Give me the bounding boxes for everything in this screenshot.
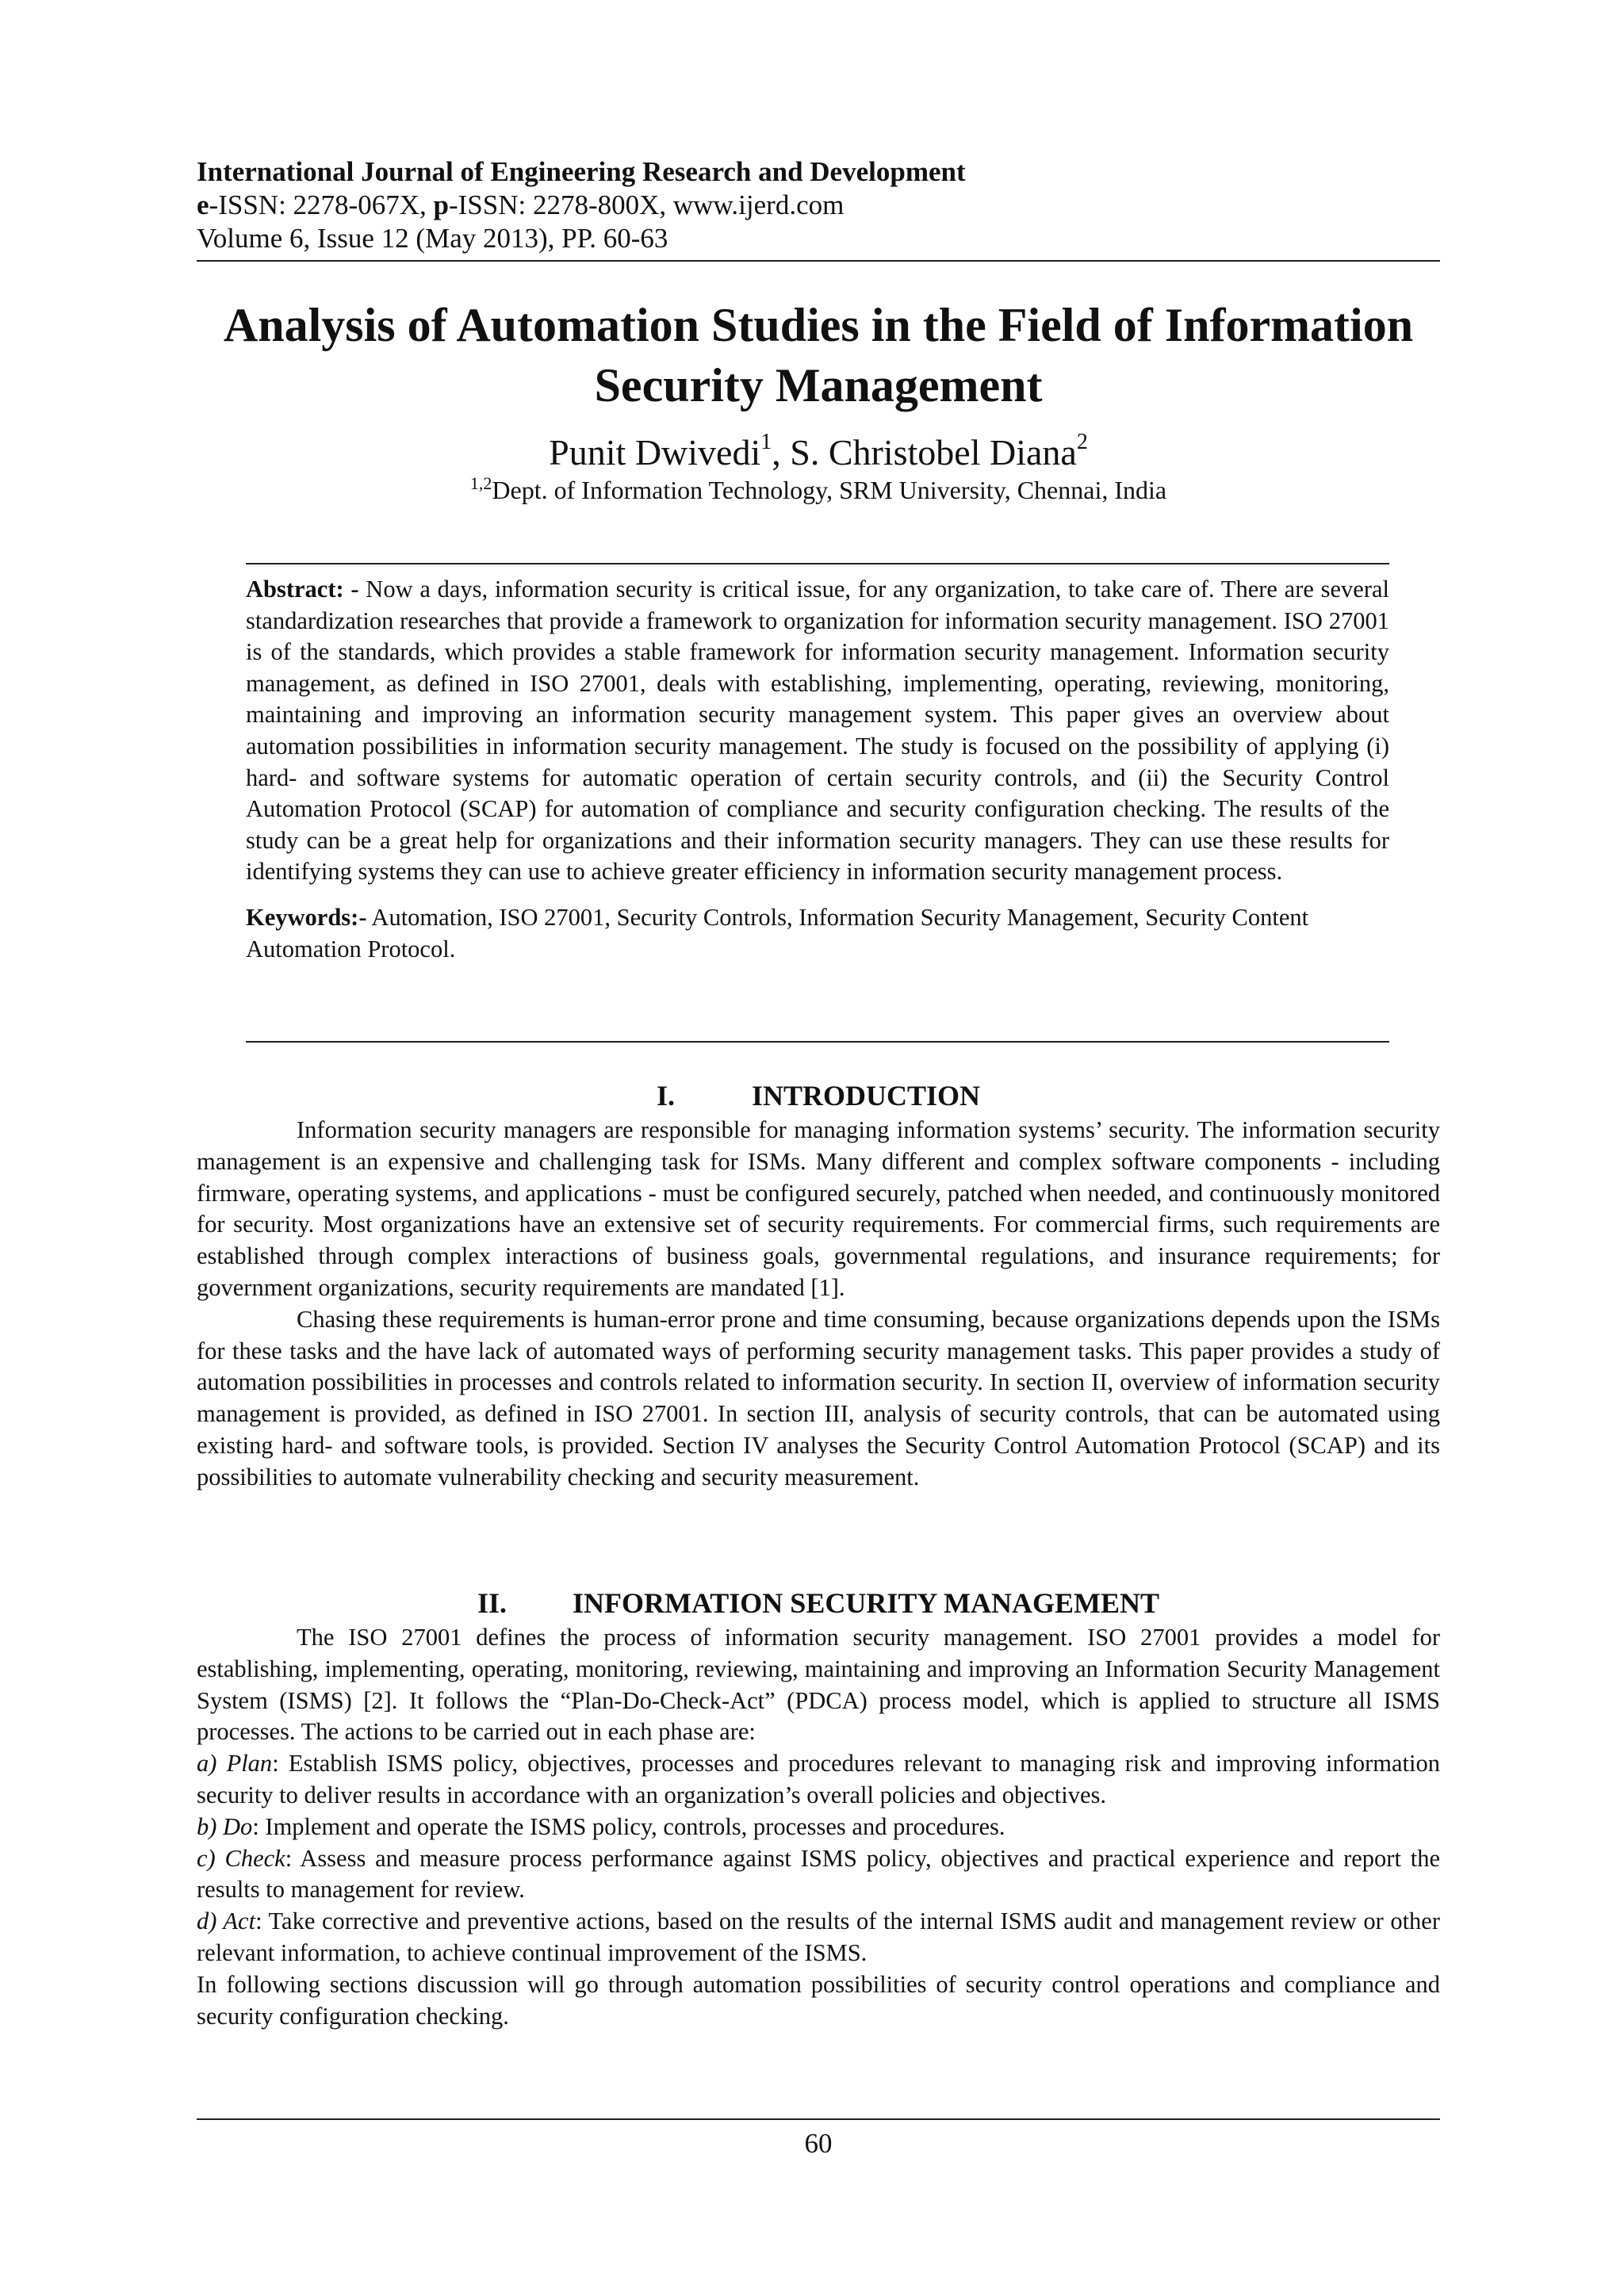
header-divider (197, 260, 1440, 262)
affiliation-text: Dept. of Information Technology, SRM University, Chennai, India (492, 476, 1167, 504)
abstract-box (246, 563, 1389, 1043)
pdca-text: : Take corrective and preventive actions, based on the results of the internal ISMS audit and management review or other relevant information, to achieve continual improvement of the ISMS. (197, 1908, 1440, 1966)
pdca-plan (197, 1748, 1440, 1812)
pdca-text: : Implement and operate the ISMS policy, controls, processes and procedures. (252, 1812, 1005, 1840)
abstract-text: Now a days, information security is critical issue, for any organization, to take care of. There are several standardization researches that provide a framework to organization for information security management. ISO 27001 is of the standards, which provides a stable framework for information security management. Information security management, as defined in ISO 27001, deals with establishing, implementing, operating, reviewing, monitoring, maintaining and improving an information security management system. This paper gives an overview about automation possibilities in information security management. The study is focused on the possibility of applying (i) hard- and software systems for automatic operation of certain security controls, and (ii) the Security Control Automation Protocol (SCAP) for automation of compliance and security configuration checking. The results of the study can be a great help for organizations and their information security managers. They can use these results for identifying systems they can use to achieve greater efficiency in information security management process. (246, 576, 1389, 886)
abstract-label: Abstract: - (246, 576, 359, 603)
section-title: INFORMATION SECURITY MANAGEMENT (572, 1587, 1160, 1619)
section-title: INTRODUCTION (751, 1080, 981, 1112)
author-affil-marker: 2 (1076, 430, 1088, 454)
paper-title: Analysis of Automation Studies in the Field of Information Security Management (223, 299, 1414, 411)
footer-divider (197, 2118, 1440, 2120)
journal-name: International Journal of Engineering Research and Development (197, 156, 966, 187)
section-number: I. (656, 1080, 675, 1112)
paragraph: The ISO 27001 defines the process of information security management. ISO 27001 provides a model for establishing, implementing, operating, monitoring, reviewing, maintaining and improving an Information Security Management System (ISMS) [2]. It follows the “Plan-Do-Check-Act” (PDCA) process model, which is applied to structure all ISMS processes. The actions to be carried out in each phase are: (197, 1624, 1440, 1746)
issn-p-and-url: -ISSN: 2278-800X, www.ijerd.com (448, 189, 845, 220)
author-name: Punit Dwivedi (549, 432, 761, 473)
issn-e: -ISSN: 2278-067X, (209, 189, 434, 220)
paragraph: In following sections discussion will go through automation possibilities of security control operations and compliance and security configuration checking. (197, 1970, 1440, 2030)
pdca-label: d) Act (197, 1908, 256, 1935)
ism-body (197, 1622, 1440, 2032)
keywords (246, 902, 1389, 965)
pdca-label: b) Do (197, 1812, 253, 1840)
author-separator: , (772, 432, 791, 473)
affiliation (197, 468, 1440, 506)
affiliation-marker: 1,2 (469, 473, 492, 493)
keywords-text: Automation, ISO 27001, Security Controls, Information Security Management, Security Content Automation Protocol. (246, 903, 1309, 962)
journal-header (197, 155, 1440, 255)
pdca-text: : Assess and measure process performance against ISMS policy, objectives and practical experience and report the results to management for review. (197, 1844, 1440, 1904)
issn-p-prefix: p (433, 189, 449, 220)
pdca-check (197, 1843, 1440, 1907)
pdca-do (197, 1812, 1440, 1843)
paragraph: Chasing these requirements is human-error prone and time consuming, because organizations depends upon the ISMs for these tasks and the have lack of automated ways of performing security management tasks. This paper provides a study of automation possibilities in processes and controls related to information security. In section II, overview of information security management is provided, as defined in ISO 27001. In section III, analysis of security controls, that can be automated using existing hard- and software tools, is provided. Section IV analyses the Security Control Automation Protocol (SCAP) and its possibilities to automate vulnerability checking and security measurement. (197, 1305, 1440, 1490)
issn-e-prefix: e (197, 189, 209, 220)
section-number: II. (477, 1587, 508, 1619)
authors (197, 420, 1440, 475)
section-heading-introduction (197, 1078, 1440, 1113)
abstract (246, 574, 1389, 888)
paragraph: Information security managers are responsible for managing information systems’ security. The information security management is an expensive and challenging task for ISMs. Many different and complex software components - including firmware, operating systems, and applications - must be configured securely, patched when needed, and continuously monitored for security. Most organizations have an extensive set of security requirements. For commercial firms, such requirements are established through complex interactions of business goals, governmental regulations, and insurance requirements; for government organizations, security requirements are mandated [1]. (197, 1116, 1440, 1301)
author-name: S. Christobel Diana (790, 432, 1077, 473)
pdca-label: a) Plan (197, 1750, 273, 1777)
pdca-text: : Establish ISMS policy, objectives, processes and procedures relevant to managing risk and improving information security to deliver results in accordance with an organization’s overall policies and objectives. (197, 1750, 1440, 1808)
introduction-body (197, 1115, 1440, 1494)
pdca-label: c) Check (197, 1844, 285, 1872)
author-affil-marker: 1 (760, 430, 772, 454)
keywords-label: Keywords:- (246, 903, 367, 931)
journal-volume: Volume 6, Issue 12 (May 2013), PP. 60-63 (197, 223, 668, 254)
pdca-act (197, 1906, 1440, 1969)
page-number: 60 (804, 2128, 833, 2159)
journal-issn (197, 189, 1440, 222)
section-heading-information-security-management (197, 1586, 1440, 1621)
